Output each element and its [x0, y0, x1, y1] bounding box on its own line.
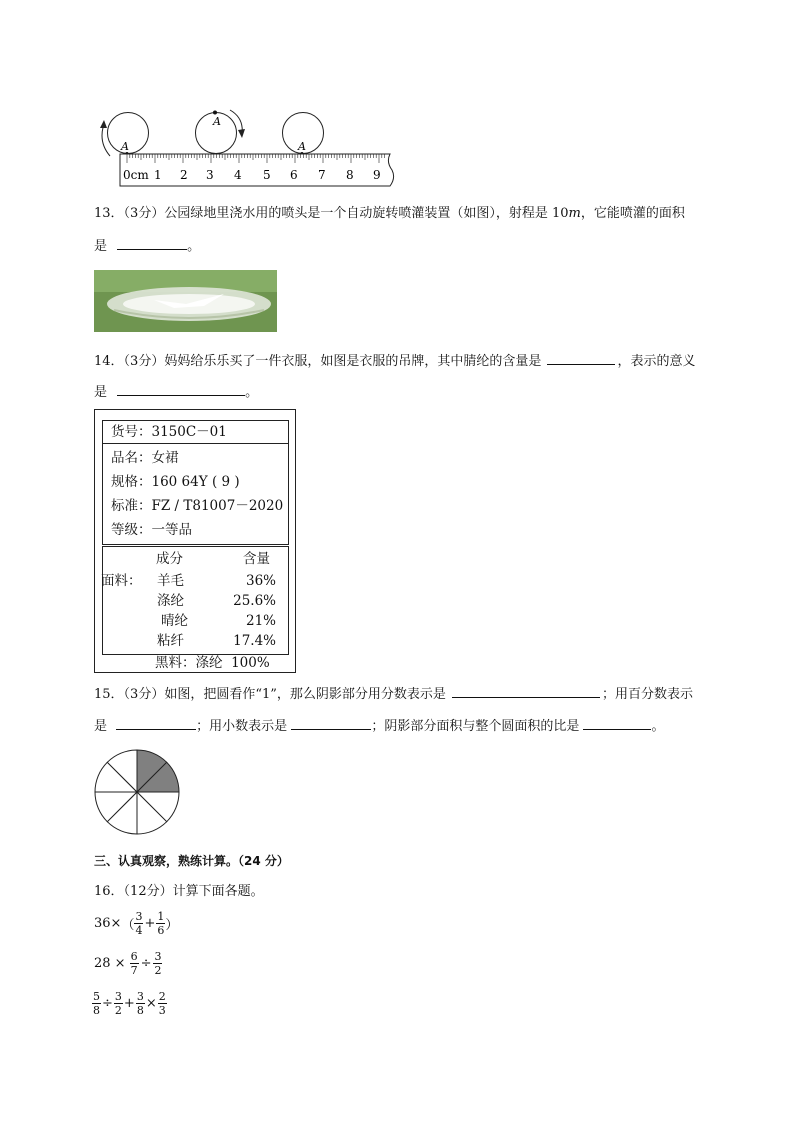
label-a-middle: A: [213, 115, 221, 128]
e1-lead: 36×: [94, 916, 122, 931]
e2-lead: 28 ×: [94, 956, 126, 971]
e3-f4-numerator: 2: [158, 990, 166, 1003]
e2-f1-numerator: 6: [130, 950, 138, 963]
tag-row-pct-0: 36%: [245, 573, 276, 589]
e3-f2-denominator: 2: [114, 1004, 122, 1017]
tag-standard: 标准：FZ / T81007－2020: [111, 498, 284, 514]
tag-row-name-1: 涤纶: [157, 593, 184, 609]
e1-lparen: （: [121, 918, 135, 933]
e2-fraction-2: [153, 950, 162, 977]
q13-answer-blank[interactable]: [117, 237, 187, 250]
tag-product-name: 品名：女裙: [111, 450, 179, 466]
tick-label-8: 8: [346, 168, 354, 182]
question-13-line2: [94, 237, 200, 256]
e1-fraction-1: [134, 910, 143, 937]
tag-header-content: 含量: [243, 551, 270, 567]
pie-figure: [93, 748, 181, 836]
e3-f1-numerator: 5: [93, 990, 100, 1003]
q14-number: 14．: [94, 354, 124, 369]
q15-end: 。: [651, 719, 665, 734]
e1-f1-numerator: 3: [135, 910, 143, 923]
tag-row-pct-3: 17.4%: [233, 633, 276, 649]
q16-score: （12分）: [123, 884, 173, 899]
expression-3: [92, 990, 167, 1017]
ruler-circle-figure: [90, 100, 410, 195]
q15-answer-blank-1[interactable]: [452, 685, 600, 698]
tag-lining: 黑料：涤纶 100%: [155, 655, 270, 671]
tag-fabric-label: 面料：: [101, 573, 142, 589]
e3-operator-3: ×: [145, 996, 157, 1011]
tag-row-pct-1: 25.6%: [233, 593, 276, 609]
e1-rparen: ）: [165, 918, 179, 933]
q14-answer-blank-1[interactable]: [547, 352, 615, 365]
q14-text: 妈妈给乐乐买了一件衣服，如图是衣服的吊牌，其中腈纶的含量是: [164, 354, 542, 369]
tag-row-name-3: 粘纤: [157, 633, 184, 649]
tick-label-9: 9: [373, 168, 381, 182]
e3-f3-denominator: 8: [136, 1004, 144, 1017]
e1-f1-denominator: 4: [135, 924, 143, 937]
question-14: [94, 352, 696, 371]
e2-fraction-1: [130, 950, 139, 977]
tag-row-pct-2: 21%: [245, 613, 276, 629]
e1-f2-denominator: 6: [157, 924, 165, 937]
e3-f2-numerator: 3: [114, 990, 122, 1003]
tag-composition-box: [102, 546, 289, 655]
q15-text: 如图，把圆看作“1”，那么阴影部分用分数表示是: [164, 687, 446, 702]
e3-operator-2: +: [123, 996, 135, 1011]
tick-label-2: 2: [180, 168, 188, 182]
question-15: [94, 685, 693, 704]
tag-row-name-2: 晴纶: [161, 613, 188, 629]
rotation-arrowhead-left: [100, 120, 107, 128]
tick-label-6: 6: [290, 168, 298, 182]
tag-row-name-0: 羊毛: [157, 573, 184, 589]
expression-1: [94, 910, 178, 937]
q15-score: （3分）: [123, 687, 165, 702]
q14-end: 。: [245, 385, 259, 400]
tag-item-number: 货号：3150C－01: [103, 421, 288, 444]
e2-f2-denominator: 2: [154, 964, 162, 977]
question-16: [94, 883, 264, 901]
e3-operator-1: ÷: [102, 996, 113, 1011]
q14-score: （3分）: [123, 354, 165, 369]
q13-number: 13．: [94, 206, 124, 221]
tick-label-7: 7: [318, 168, 326, 182]
q15-answer-blank-3[interactable]: [291, 717, 371, 730]
q13-line2: 是: [94, 239, 108, 254]
q15-line2-mid1: ；用小数表示是: [196, 719, 288, 734]
clothing-tag: [94, 409, 296, 673]
e1-operator: +: [144, 916, 156, 931]
q14-answer-blank-2[interactable]: [117, 383, 245, 396]
q15-line2-start: 是: [94, 719, 108, 734]
q15-line2-mid2: ；阴影部分面积与整个圆面积的比是: [371, 719, 580, 734]
q13-end: 。: [187, 239, 201, 254]
label-a-right: A: [298, 140, 306, 153]
sprinkler-photo: [94, 270, 277, 332]
tick-label-1: 1: [154, 168, 162, 182]
tick-label-0: 0cm: [123, 168, 149, 182]
e3-fraction-2: [114, 990, 123, 1017]
q13-text: 公园绿地里浇水用的喷头是一个自动旋转喷灌装置（如图），射程是 10: [164, 206, 569, 221]
q13-score: （3分）: [123, 206, 165, 221]
e3-f3-numerator: 3: [136, 990, 144, 1003]
q15-number: 15．: [94, 687, 124, 702]
e1-fraction-2: [156, 910, 165, 937]
e3-f4-denominator: 3: [158, 1004, 166, 1017]
q15-answer-blank-4[interactable]: [583, 717, 651, 730]
question-13: [94, 205, 685, 223]
section-3-title: 三、认真观察，熟练计算。（24 分）: [94, 854, 289, 868]
rotation-arrowhead-middle: [238, 129, 245, 138]
question-14-line2: [94, 383, 258, 402]
tag-size: 规格：160 64Y ( 9 ): [111, 474, 240, 490]
question-15-line2: [94, 717, 664, 736]
tick-label-4: 4: [234, 168, 242, 182]
q15-text-end: ；用百分数表示: [602, 687, 694, 702]
point-a-middle: [213, 111, 217, 115]
label-a-left: A: [121, 140, 129, 153]
e3-f1-denominator: 8: [93, 1004, 100, 1017]
tag-header-component: 成分: [156, 551, 183, 567]
e2-operator: ÷: [140, 956, 152, 971]
e1-f2-numerator: 1: [157, 910, 165, 923]
expression-2: [94, 950, 162, 977]
e3-fraction-3: [136, 990, 145, 1017]
q16-text: 计算下面各题。: [172, 884, 264, 899]
q15-answer-blank-2[interactable]: [116, 717, 196, 730]
q13-unit: m: [568, 206, 581, 221]
q14-line2: 是: [94, 385, 108, 400]
q13-text-end: ，它能喷灌的面积: [580, 206, 685, 221]
tick-label-3: 3: [206, 168, 214, 182]
sprinkler-image: [94, 270, 277, 332]
e2-f2-numerator: 3: [154, 950, 162, 963]
tick-label-5: 5: [263, 168, 271, 182]
e2-f1-denominator: 7: [130, 964, 138, 977]
q16-number: 16．: [94, 884, 124, 899]
tag-grade: 等级：一等品: [111, 522, 192, 538]
e3-fraction-4: [158, 990, 167, 1017]
e3-fraction-1: [92, 990, 101, 1017]
tag-info-box: [102, 420, 289, 545]
q14-mid: ，表示的意义: [617, 354, 696, 369]
